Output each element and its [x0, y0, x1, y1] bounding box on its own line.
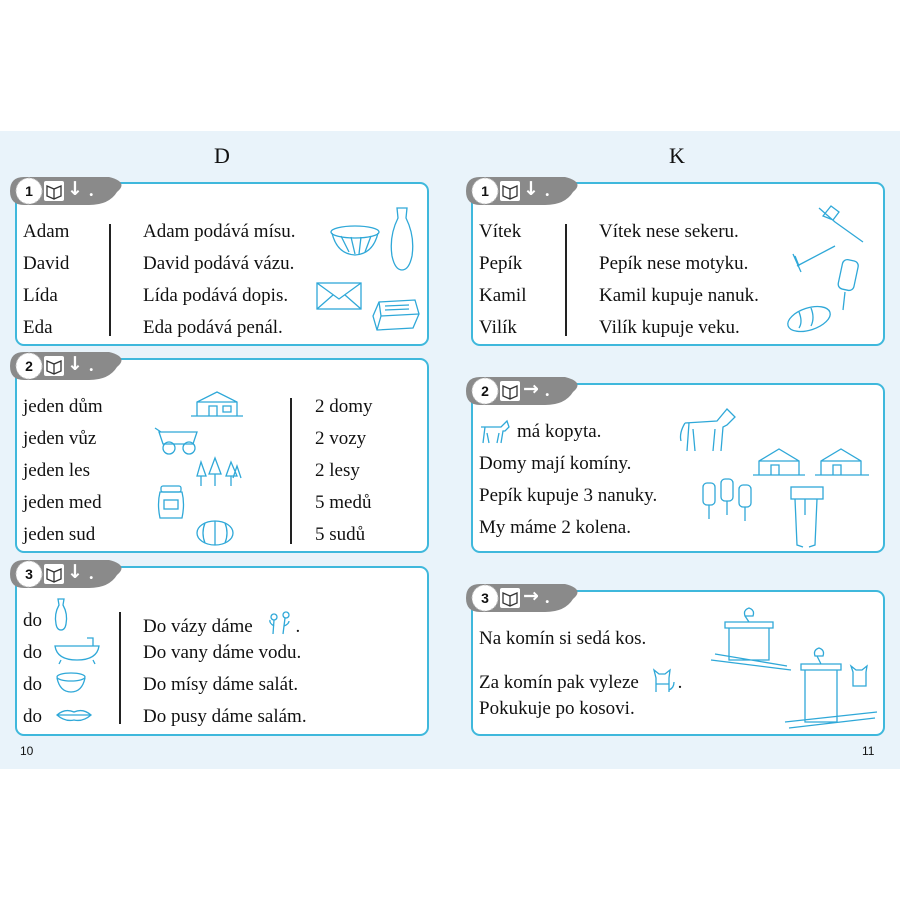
exercise-number: 2 [476, 382, 494, 400]
left-page-number: 10 [20, 744, 34, 758]
singular-1: jeden vůz [23, 428, 97, 449]
honey-jar-icon [155, 484, 187, 522]
line-3: My máme 2 kolena. [479, 517, 631, 538]
left-exercise-2-box [15, 358, 429, 553]
singular-0: jeden dům [23, 396, 103, 417]
pencil-case-icon [369, 294, 423, 334]
left-exercise-3-box [15, 566, 429, 736]
down-arrow-icon: ↓ [67, 561, 83, 583]
legs-icon [787, 485, 827, 551]
tab-dot: . [89, 180, 94, 200]
tab-dot: . [89, 355, 94, 375]
read-book-icon [44, 356, 64, 376]
ice-cream-icon [833, 256, 863, 314]
horse-icon [477, 419, 511, 445]
flowers-icon [265, 610, 293, 636]
cat-icon [650, 666, 676, 694]
plural-2: 2 lesy [315, 460, 360, 481]
forest-icon [193, 456, 245, 490]
prefix-3: do [23, 706, 42, 727]
name-1: David [23, 253, 70, 274]
right-arrow-icon: → [523, 585, 539, 607]
exercise-number: 3 [476, 589, 494, 607]
sentence-2: Kamil kupuje nanuk. [599, 285, 759, 306]
wagon-icon [153, 424, 203, 456]
vase-icon [53, 598, 69, 632]
exercise-number: 1 [476, 182, 494, 200]
hoe-icon [787, 236, 839, 274]
right-exercise-3-tab [465, 583, 585, 613]
name-3: Eda [23, 317, 53, 338]
sentence-1: David podává vázu. [143, 253, 295, 274]
envelope-icon [315, 280, 363, 312]
sentence-1: Do vany dáme vodu. [143, 642, 302, 663]
right-exercise-2-tab [465, 376, 585, 406]
plural-3: 5 medů [315, 492, 372, 513]
sentence-0: Do vázy dáme . [143, 610, 300, 638]
divider [290, 398, 292, 544]
ice-creams-icon [699, 477, 759, 525]
read-book-icon [44, 181, 64, 201]
down-arrow-icon: ↓ [67, 353, 83, 375]
bathtub-icon [53, 636, 101, 664]
down-arrow-icon: ↓ [67, 178, 83, 200]
read-book-icon [500, 381, 520, 401]
left-exercise-1-box [15, 182, 429, 346]
right-arrow-icon: → [523, 378, 539, 400]
read-book-icon [500, 181, 520, 201]
left-exercise-1-tab [9, 176, 129, 206]
houses-icon [751, 445, 871, 479]
bread-icon [785, 302, 835, 336]
plural-1: 2 vozy [315, 428, 367, 449]
bowl-icon [329, 224, 381, 258]
exercise-number: 1 [20, 182, 38, 200]
read-book-icon [44, 564, 64, 584]
right-exercise-1-box [471, 182, 885, 346]
plural-4: 5 sudů [315, 524, 366, 545]
left-exercise-2-tab [9, 351, 129, 381]
exercise-number: 2 [20, 357, 38, 375]
name-2: Kamil [479, 285, 527, 306]
sentence-0: Vítek nese sekeru. [599, 221, 739, 242]
sentence-2: Do mísy dáme salát. [143, 674, 299, 695]
name-1: Pepík [479, 253, 523, 274]
right-exercise-2-box [471, 383, 885, 553]
right-page-letter: K [669, 143, 685, 168]
prefix-2: do [23, 674, 42, 695]
sentence-2: Lída podává dopis. [143, 285, 289, 306]
prefix-0: do [23, 610, 42, 631]
singular-3: jeden med [23, 492, 102, 513]
down-arrow-icon: ↓ [523, 178, 539, 200]
sentence-0: Adam podává mísu. [143, 221, 296, 242]
horse-icon [677, 403, 739, 457]
sentence-3: Eda podává penál. [143, 317, 283, 338]
right-exercise-1-tab [465, 176, 585, 206]
lips-icon [55, 708, 93, 722]
singular-2: jeden les [23, 460, 91, 481]
read-book-icon [500, 588, 520, 608]
sentence-3: Vilík kupuje veku. [599, 317, 740, 338]
divider [109, 224, 111, 336]
line-0: Na komín si sedá kos. [479, 628, 647, 649]
tab-dot: . [545, 380, 550, 400]
line-2: Pepík kupuje 3 nanuky. [479, 485, 658, 506]
prefix-1: do [23, 642, 42, 663]
chimney-with-bird-and-cat-icon [783, 642, 879, 730]
tab-dot: . [545, 587, 550, 607]
bowl-icon [55, 672, 87, 694]
sentence-3: Do pusy dáme salám. [143, 706, 307, 727]
barrel-icon [195, 518, 235, 548]
right-page-number: 11 [862, 744, 875, 758]
line-2: Pokukuje po kosovi. [479, 698, 635, 719]
line-0: má kopyta. [517, 421, 602, 442]
line-1: Domy mají komíny. [479, 453, 632, 474]
singular-4: jeden sud [23, 524, 96, 545]
name-3: Vilík [479, 317, 517, 338]
vase-icon [387, 206, 417, 272]
house-icon [187, 388, 247, 420]
name-2: Lída [23, 285, 58, 306]
left-page-letter: D [214, 143, 230, 168]
name-0: Vítek [479, 221, 522, 242]
sentence-1: Pepík nese motyku. [599, 253, 749, 274]
exercise-number: 3 [20, 565, 38, 583]
name-0: Adam [23, 221, 70, 242]
divider [119, 612, 121, 724]
plural-0: 2 domy [315, 396, 373, 417]
tab-dot: . [89, 563, 94, 583]
left-exercise-3-tab [9, 559, 129, 589]
tab-dot: . [545, 180, 550, 200]
line-1: Za komín pak vyleze . [479, 666, 682, 694]
chimney-with-bird-icon [709, 604, 793, 674]
divider [565, 224, 567, 336]
